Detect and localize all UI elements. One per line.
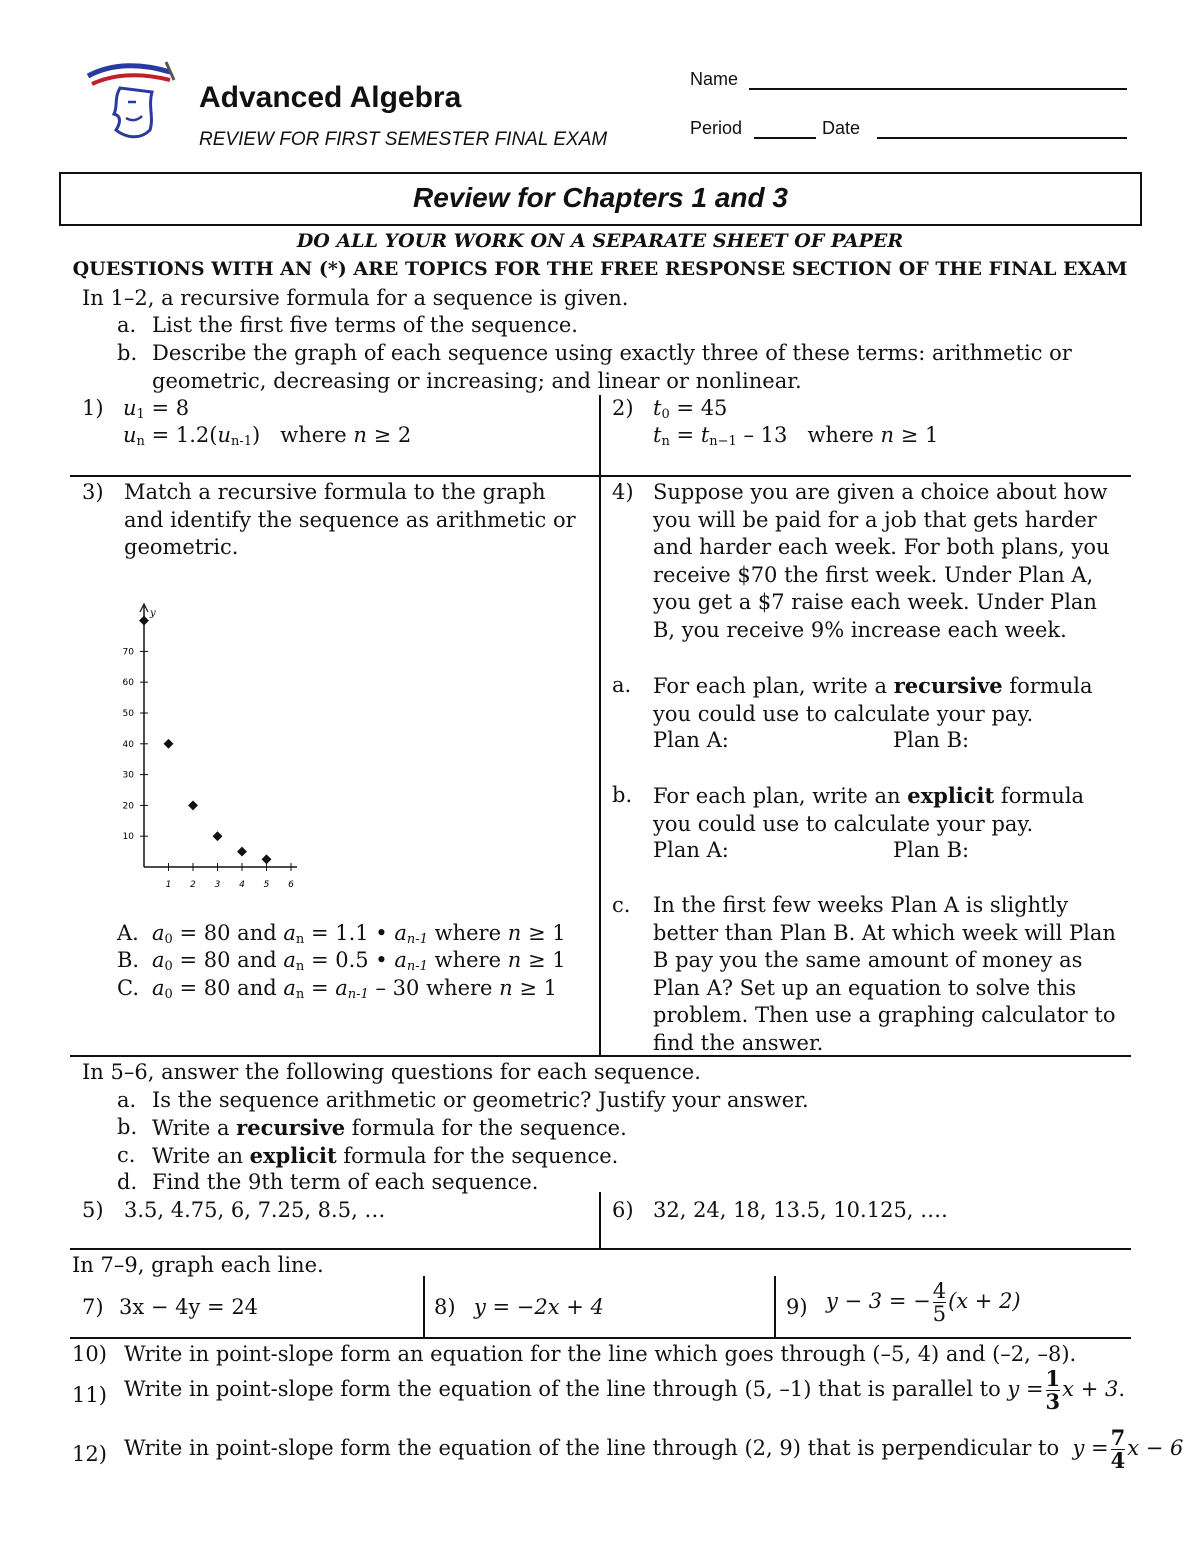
q5-number: 5) [82, 1198, 104, 1222]
q7-equation: 3x − 4y = 24 [119, 1295, 259, 1319]
data-point-0 [139, 616, 149, 626]
q4-b-text: For each plan, write an explicit formula you could use to calculate your pay. [653, 783, 1085, 836]
x-tick-label-5: 5 [263, 880, 270, 890]
section2-d-text: Find the 9th term of each sequence. [152, 1170, 539, 1194]
q6-number: 6) [612, 1198, 634, 1222]
q2-recursive: $t_n = t_{n-1} - 13$ where n ≥ 1 [653, 423, 939, 449]
q3-option-b-label: B. [117, 948, 140, 972]
y-tick-label-20: 20 [122, 801, 134, 812]
q3-option-a: $a_0 = 80$ and $a_n = 1.1$ • $a_{n-1}$ where n ≥ 1 [152, 921, 566, 947]
q4-c-text: In the first few weeks Plan A is slightly better than Plan B. At which week will Plan B pay you the same amount of money as Plan A? Set up an equation to solve this problem. Then use a graphing calculator to find the answer. [653, 893, 1116, 1055]
q3-option-b: $a_0 = 80$ and $a_n = 0.5$ • $a_{n-1}$ where n ≥ 1 [152, 948, 566, 974]
q3-option-c: $a_0 = 80$ and $a_n = a_{n-1} - 30$ where n ≥ 1 [152, 976, 558, 1002]
q4-a-text: For each plan, write a recursive formula you could use to calculate your pay. [653, 673, 1093, 726]
data-point-4 [237, 847, 247, 857]
q12-number: 12) [72, 1442, 107, 1466]
section2-d-label: d. [117, 1170, 138, 1194]
x-tick-label-1: 1 [165, 880, 172, 890]
x-tick-label-6: 6 [288, 880, 294, 890]
section1-b-text: Describe the graph of each sequence using exactly three of these terms: arithmetic or geometric, decreasing or increasing; and linear or nonlinear. [152, 341, 1072, 393]
rule-after-q5 [70, 1248, 1131, 1250]
date-line[interactable] [877, 137, 1127, 139]
y-tick-label-50: 50 [122, 709, 134, 719]
period-label: Period [690, 118, 743, 138]
name-label: Name [690, 69, 739, 89]
q1-recursive: $u_n = 1.2(u_{n-1})$ where n ≥ 2 [123, 423, 412, 449]
x-tick-label-2: 2 [190, 880, 196, 890]
q4-text: Suppose you are given a choice about how you will be paid for a job that gets harder and harder each week. For both plans, you receive $70 the first week. Under Plan A, you get a $7 raise each week. Under Plan B, you receive 9% increase each week. [653, 480, 1110, 642]
divider-q3-q4 [599, 477, 601, 1056]
x-tick-label-3: 3 [214, 880, 221, 890]
x-tick-label-4: 4 [239, 880, 245, 890]
q10-text: Write in point-slope form an equation for the line which goes through (–5, 4) and (–2, –8). [124, 1342, 1077, 1366]
q9-equation: y − 3 = − $\frac{4}{5}$ (x + 2) [826, 1279, 1021, 1326]
rule-after-q7 [70, 1337, 1131, 1339]
y-tick-label-10: 10 [122, 832, 134, 843]
q2-number: 2) [612, 396, 634, 420]
divider-q8-q9 [774, 1276, 776, 1338]
q2-base: $t_0 = 45$ [653, 396, 728, 422]
section2-a-text: Is the sequence arithmetic or geometric? Justify your answer. [152, 1088, 809, 1112]
q12-text: Write in point-slope form the equation of the line through (2, 9) that is perpendicular to y = $\frac{7}{4}$ x − 6 [124, 1425, 1184, 1473]
q3-text: Match a recursive formula to the graph and identify the sequence as arithmetic or geometric. [124, 480, 576, 559]
name-line[interactable] [749, 88, 1127, 90]
q11-number: 11) [72, 1383, 107, 1407]
y-tick-label-70: 70 [122, 647, 134, 658]
q4-b-plan-b: Plan B: [893, 838, 970, 862]
section2-b-label: b. [117, 1115, 138, 1139]
data-point-2 [188, 800, 198, 810]
date-label: Date [822, 118, 861, 138]
y-tick-label-40: 40 [122, 739, 134, 750]
section2-intro: In 5–6, answer the following questions for each sequence. [82, 1060, 701, 1084]
section1-b-label: b. [117, 341, 138, 365]
q6-text: 32, 24, 18, 13.5, 10.125, …. [653, 1198, 948, 1222]
divider-q7-q8 [423, 1276, 425, 1338]
q5-text: 3.5, 4.75, 6, 7.25, 8.5, … [124, 1198, 386, 1222]
q4-number: 4) [612, 480, 634, 504]
sequence-scatter-chart [110, 600, 300, 895]
y-axis-label: y [150, 608, 156, 619]
section2-b-text: Write a recursive formula for the sequence. [152, 1115, 627, 1140]
q3-option-c-label: C. [117, 976, 139, 1000]
q10-number: 10) [72, 1342, 107, 1366]
q1-base: $u_1 = 8$ [123, 396, 190, 422]
q4-a-label: a. [612, 673, 632, 697]
course-title: Advanced Algebra [199, 81, 462, 114]
q7-number: 7) [82, 1295, 104, 1319]
instruction-free-response: QUESTIONS WITH AN (*) ARE TOPICS FOR THE FREE RESPONSE SECTION OF THE FINAL EXAM [72, 258, 1128, 280]
period-line[interactable] [754, 137, 816, 139]
section2-c-text: Write an explicit formula for the sequence. [152, 1143, 619, 1168]
q3-number: 3) [82, 480, 104, 504]
divider-q5-q6 [599, 1192, 601, 1249]
q4-a-plan-a: Plan A: [653, 728, 729, 752]
q4-b-label: b. [612, 783, 633, 807]
data-point-5 [262, 854, 272, 864]
instruction-work: DO ALL YOUR WORK ON A SEPARATE SHEET OF PAPER [296, 230, 904, 252]
exam-subtitle: REVIEW FOR FIRST SEMESTER FINAL EXAM [199, 129, 608, 150]
q11-text: Write in point-slope form the equation of the line through (5, –1) that is parallel to y = $\frac{1}{3}$ x + 3. [124, 1366, 1126, 1414]
divider-q1-q2 [599, 395, 601, 477]
q4-a-plan-b: Plan B: [893, 728, 970, 752]
y-tick-label-60: 60 [122, 678, 134, 689]
section2-a-label: a. [117, 1088, 137, 1112]
q4-c-label: c. [612, 893, 631, 917]
section3-intro: In 7–9, graph each line. [72, 1253, 324, 1277]
page-title: Review for Chapters 1 and 3 [412, 182, 788, 213]
q3-option-a-label: A. [117, 921, 139, 945]
section1-a-label: a. [117, 313, 137, 337]
q9-number: 9) [786, 1295, 808, 1319]
q8-number: 8) [434, 1295, 456, 1319]
section1-a-text: List the first five terms of the sequence. [152, 313, 578, 337]
section1-intro: In 1–2, a recursive formula for a sequence is given. [82, 286, 629, 310]
patriot-logo [84, 58, 176, 148]
q8-equation: y = −2x + 4 [474, 1295, 604, 1319]
data-point-3 [213, 831, 223, 841]
y-tick-label-30: 30 [122, 770, 134, 781]
section2-c-label: c. [117, 1143, 136, 1167]
q4-b-plan-a: Plan A: [653, 838, 729, 862]
data-point-1 [164, 739, 174, 749]
q1-number: 1) [82, 396, 104, 420]
